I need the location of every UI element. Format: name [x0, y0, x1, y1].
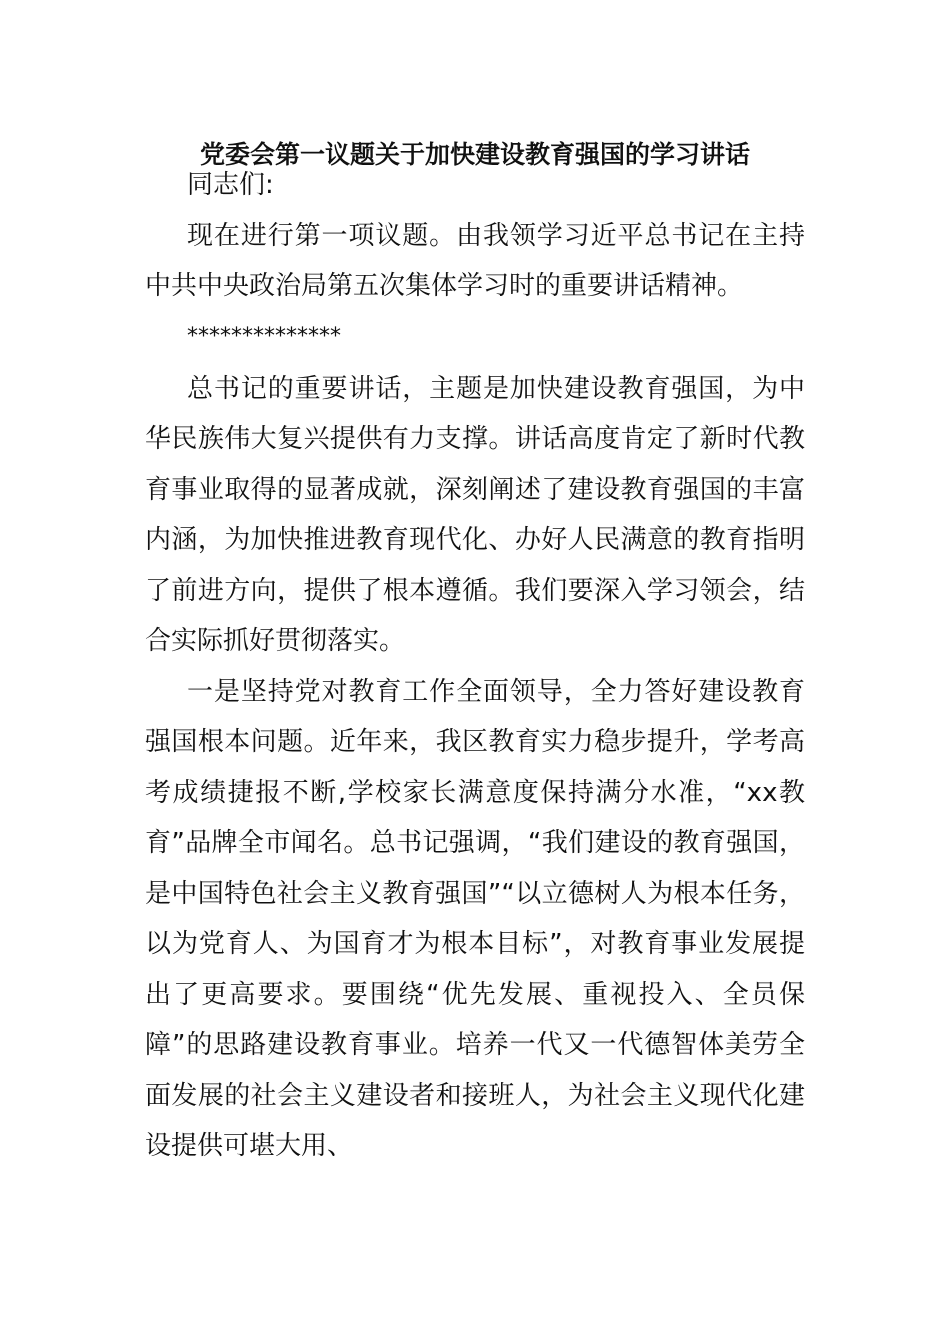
paragraph-summary: 总书记的重要讲话，主题是加快建设教育强国，为中华民族伟大复兴提供有力支撑。讲话高度肯定了新时代教育事业取得的显著成就，深刻阐述了建设教育强国的丰富内涵，为加快推进教育现代化、办好人民满意的教育指明了前进方向，提供了根本遵循。我们要深入学习领会，结合实际抓好贯彻落实。	[145, 373, 805, 656]
paragraph-intro: 现在进行第一项议题。由我领学习近平总书记在主持中共中央政治局第五次集体学习时的重要讲话精神。	[145, 220, 805, 301]
separator-stars: **************	[187, 323, 341, 349]
document-body	[145, 160, 805, 1172]
paragraph-point-one: 一是坚持党对教育工作全面领导，全力答好建设教育强国根本问题。近年来，我区教育实力稳步提升，学考高考成绩捷报不断,学校家长满意度保持满分水准，“xx教育”品牌全市闻名。总书记强调，“我们建设的教育强国，是中国特色社会主义教育强国”“以立德树人为根本任务，以为党育人、为国育才为根本目标”，对教育事业发展提出了更高要求。要围绕“优先发展、重视投入、全员保障”的思路建设教育事业。培养一代又一代德智体美劳全面发展的社会主义建设者和接班人，为社会主义现代化建设提供可堪大用、	[145, 676, 805, 1161]
document-title: 党委会第一议题关于加快建设教育强国的学习讲话	[199, 140, 750, 169]
greeting: 同志们:	[187, 170, 274, 200]
